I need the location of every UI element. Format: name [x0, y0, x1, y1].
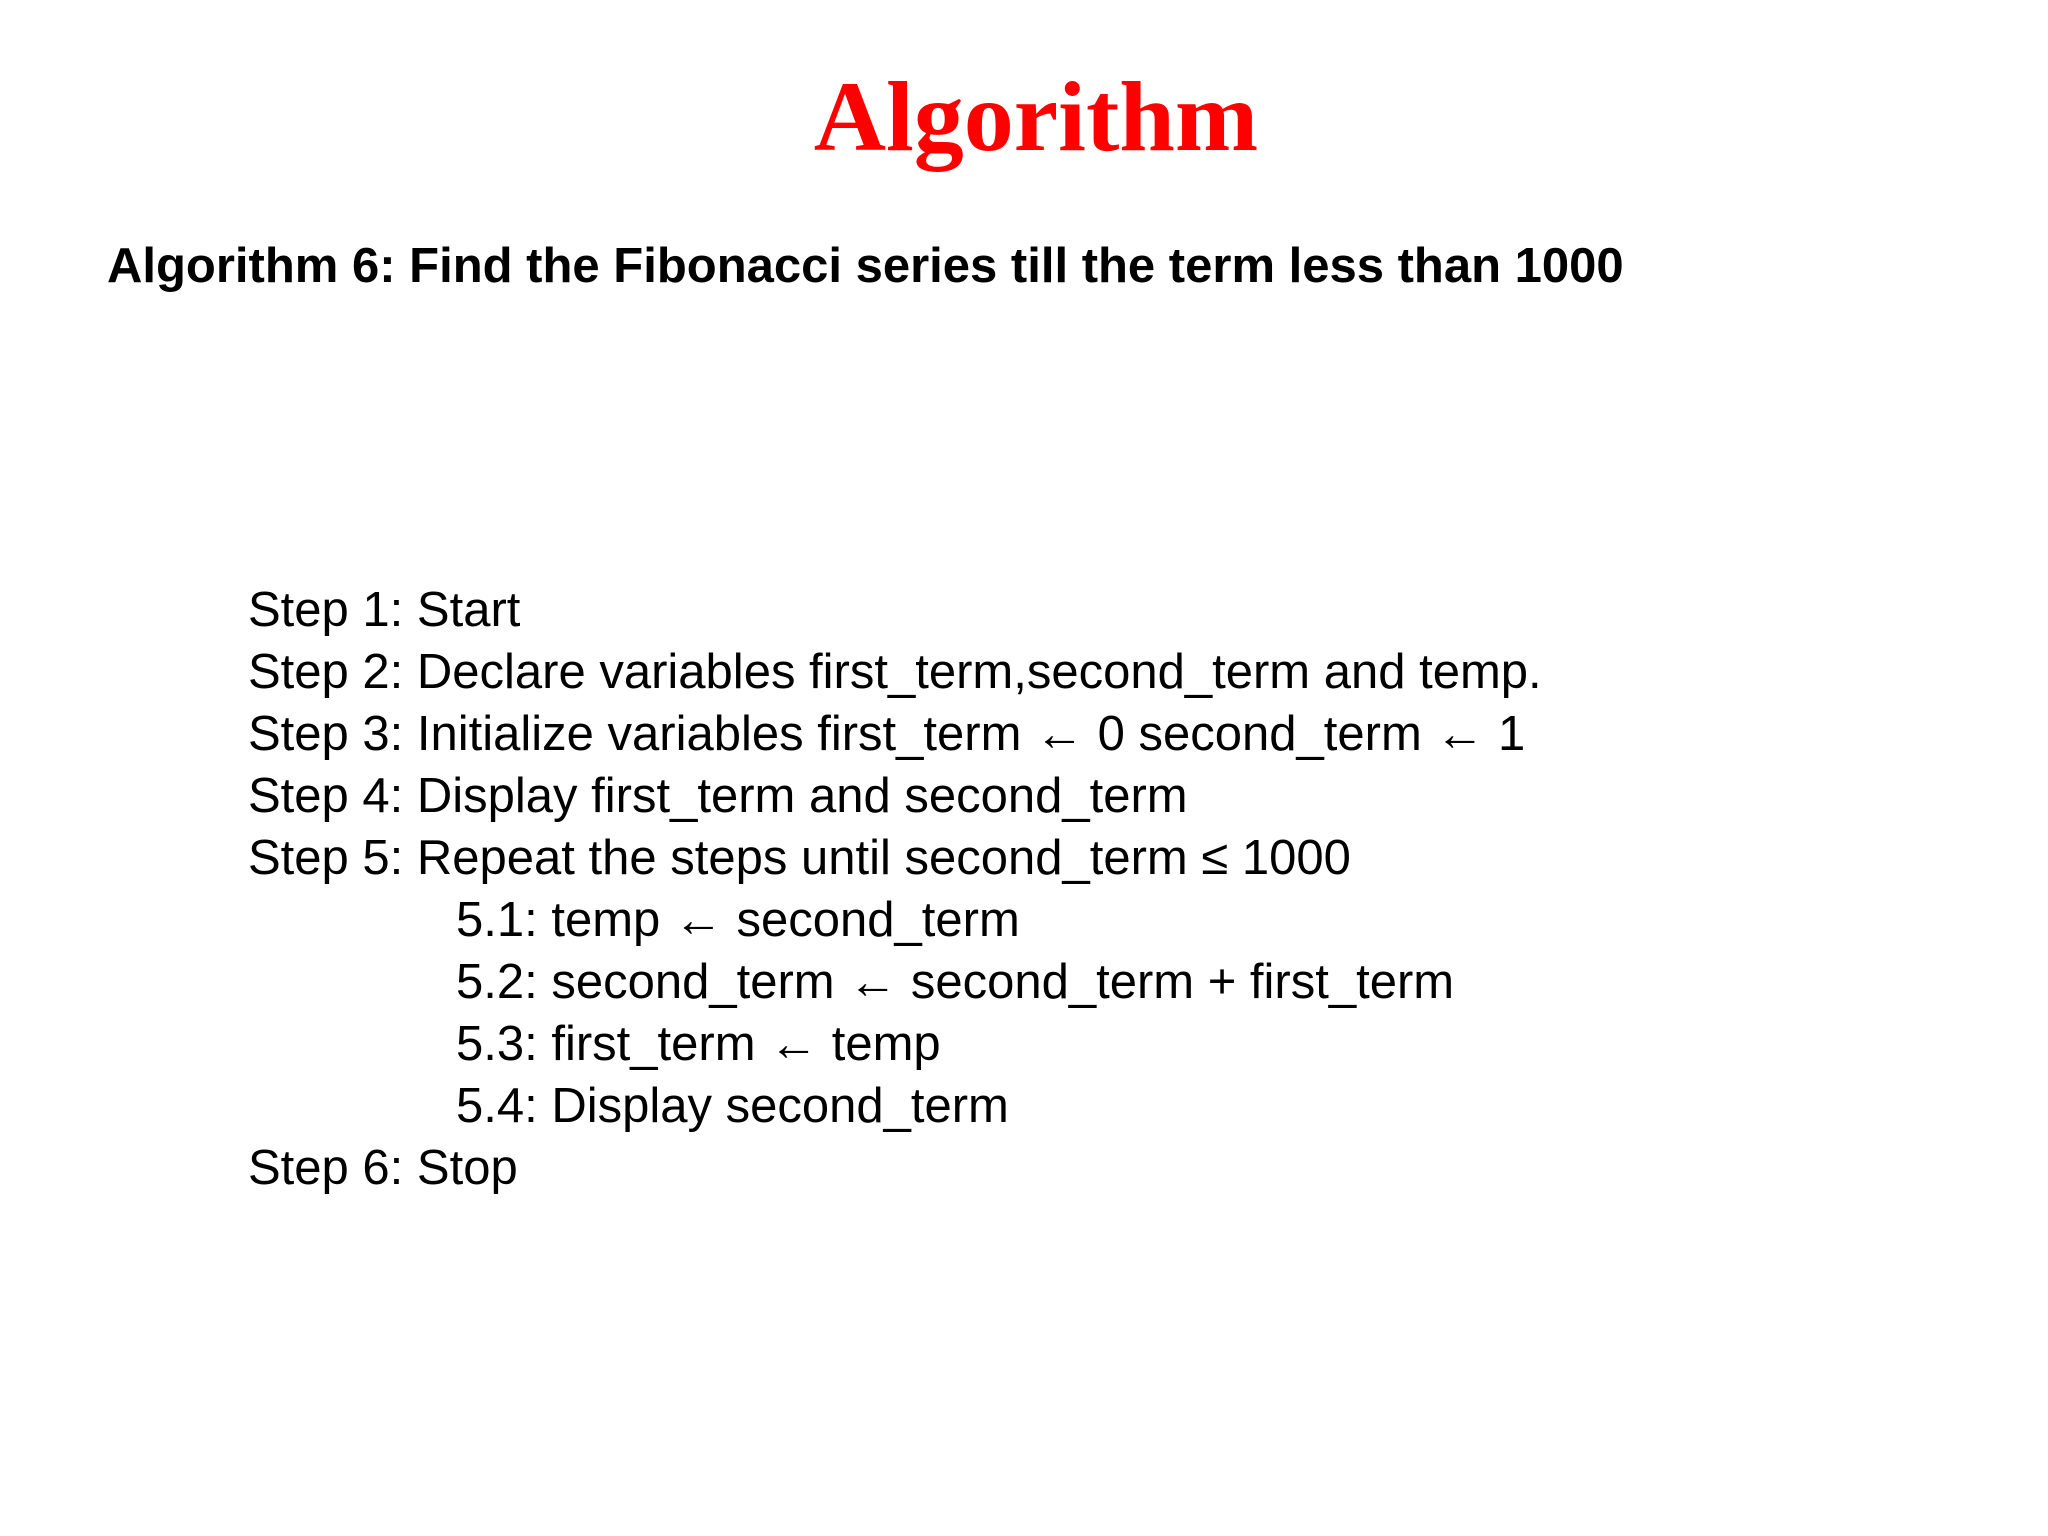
step-2: Step 2: Declare variables first_term,second_term and temp. — [248, 645, 1542, 699]
algorithm-steps — [248, 579, 1542, 1199]
slide-title: Algorithm — [813, 61, 1259, 172]
step-5-3: 5.3: first_term ← temp — [456, 1017, 941, 1071]
step-6: Step 6: Stop — [248, 1141, 518, 1195]
step-5-2: 5.2: second_term ← second_term + first_term — [456, 955, 1455, 1009]
step-4: Step 4: Display first_term and second_term — [248, 769, 1188, 823]
step-5-1: 5.1: temp ← second_term — [456, 893, 1020, 947]
step-3: Step 3: Initialize variables first_term ← 0 second_term ← 1 — [248, 707, 1526, 761]
algorithm-heading: Algorithm 6: Find the Fibonacci series till the term less than 1000 — [107, 239, 1624, 293]
step-5: Step 5: Repeat the steps until second_term ≤ 1000 — [248, 831, 1351, 885]
step-1: Step 1: Start — [248, 583, 521, 637]
step-5-4: 5.4: Display second_term — [456, 1079, 1009, 1133]
